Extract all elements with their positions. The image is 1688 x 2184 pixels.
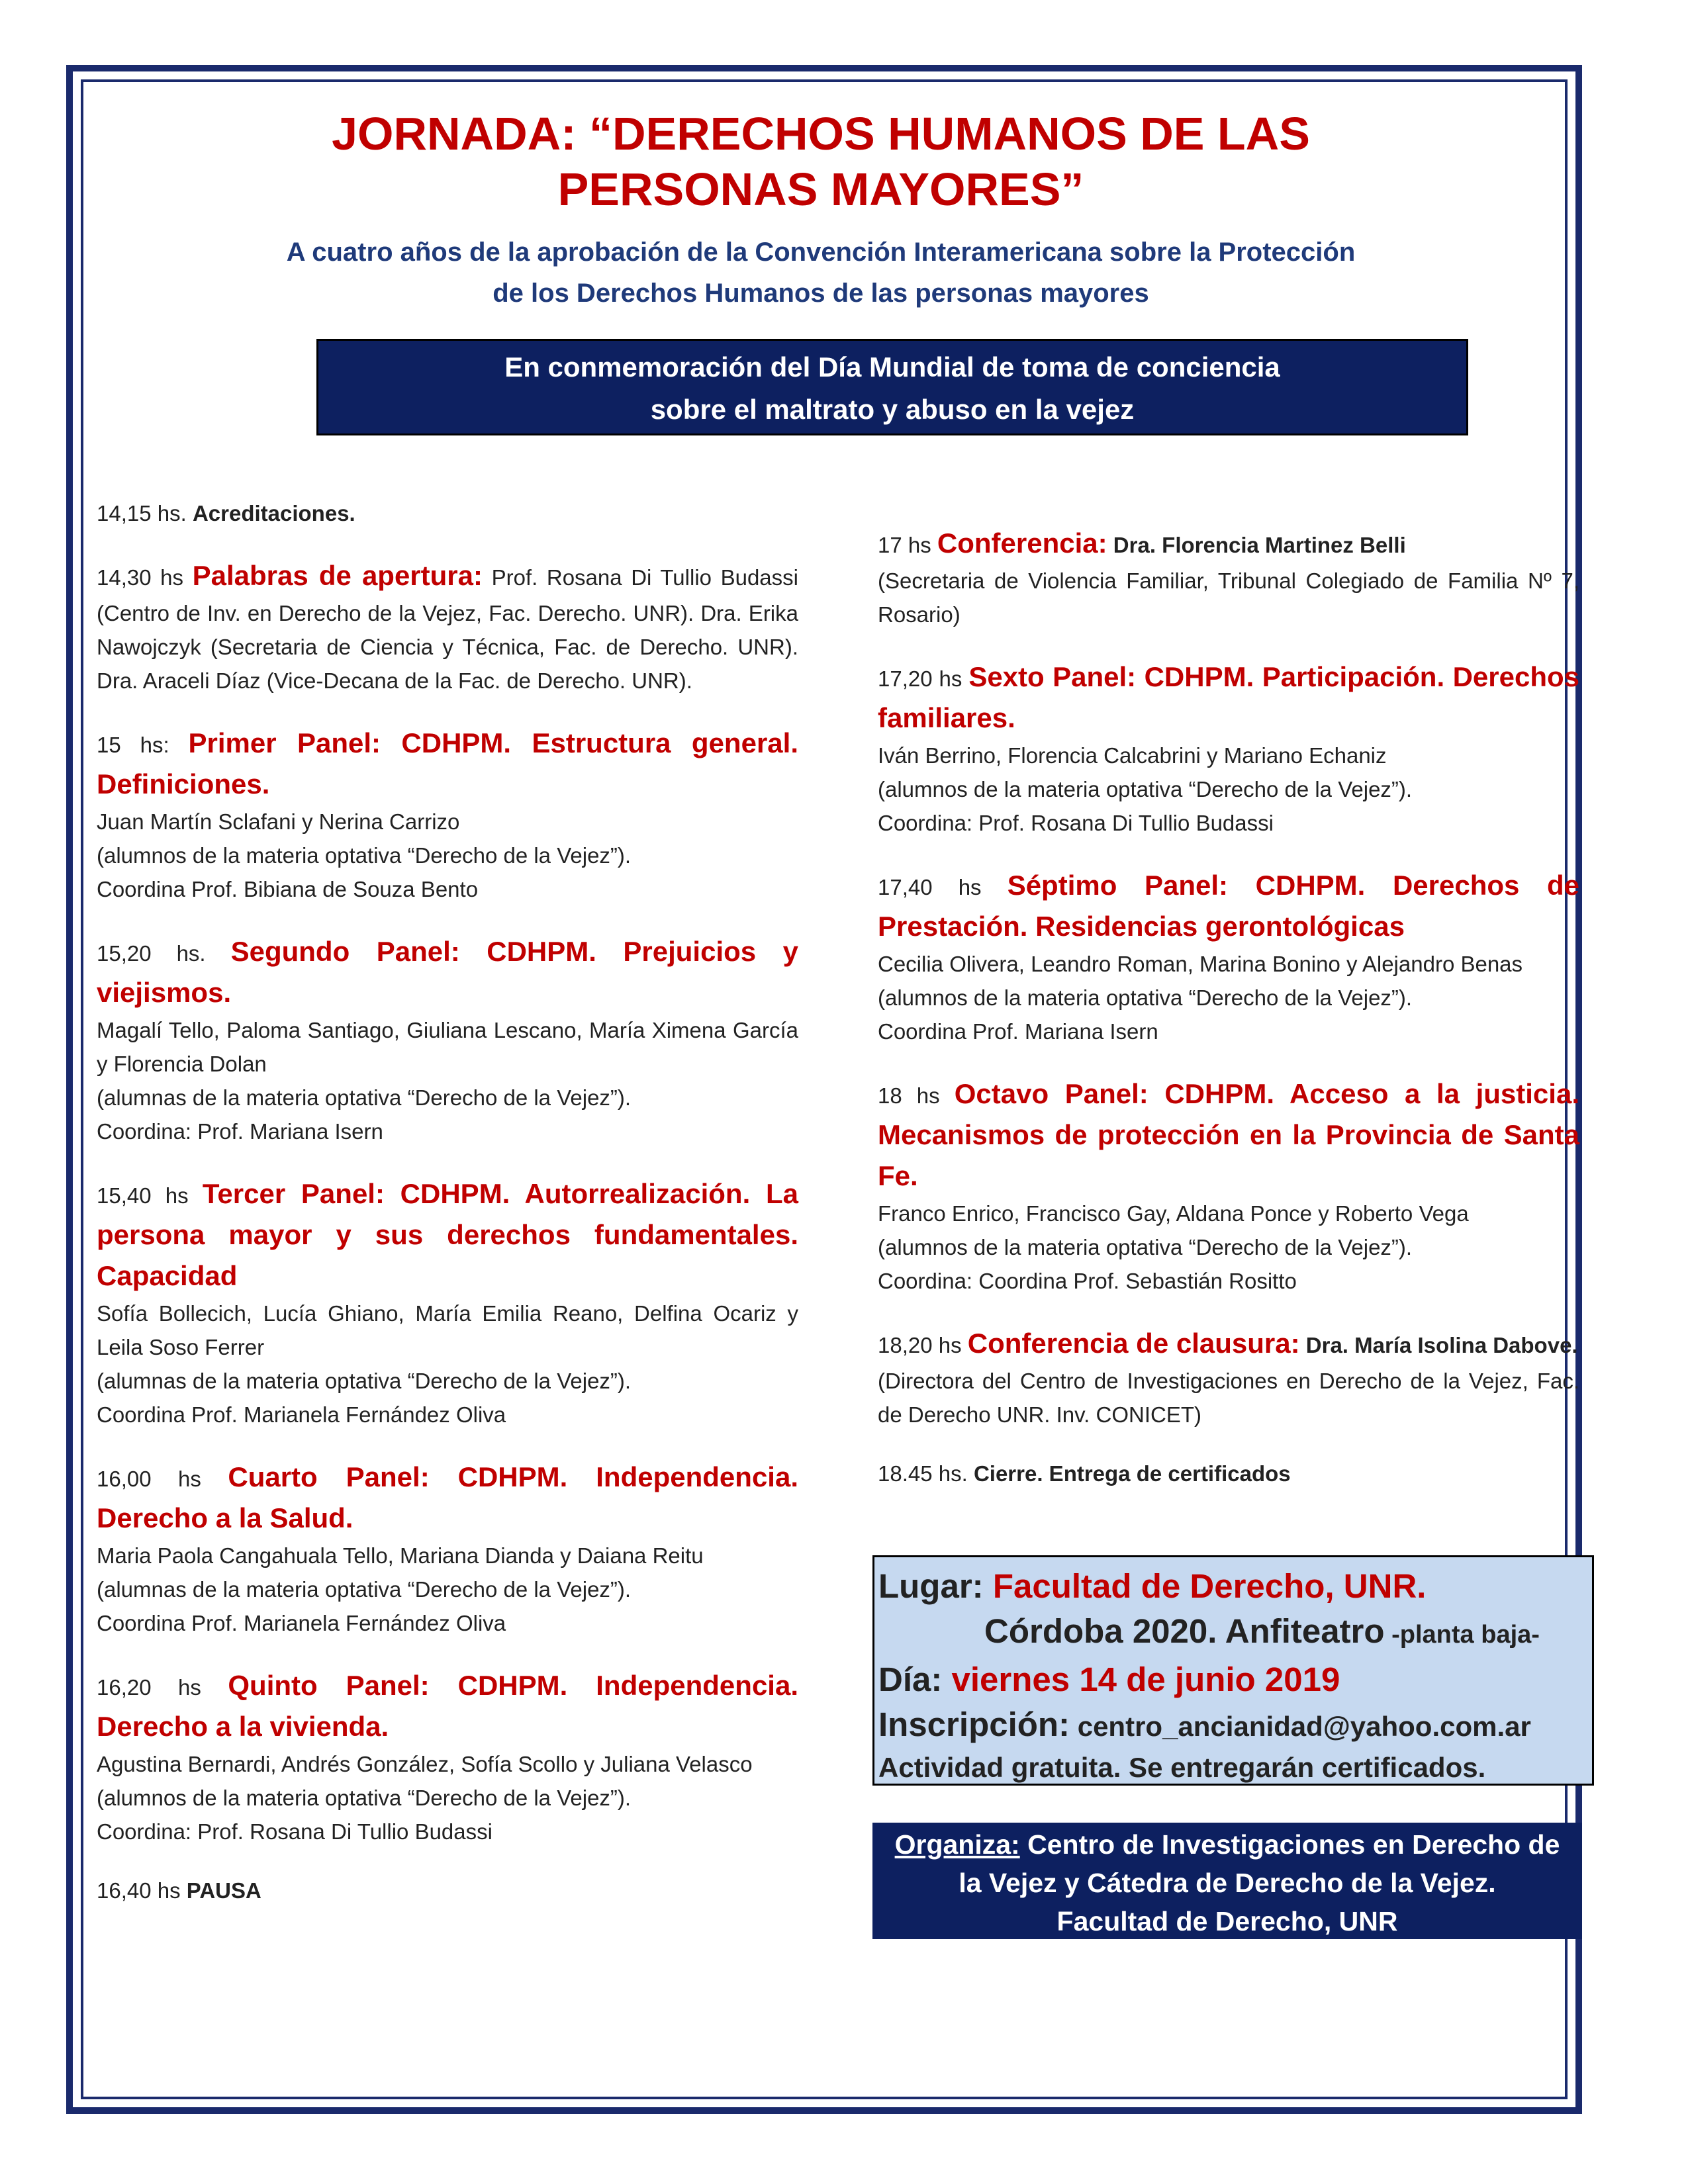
item-people: Sofía Bollecich, Lucía Ghiano, María Emilia Reano, Delfina Ocariz y Leila Soso Ferrer — [97, 1301, 798, 1359]
page-title-line-2: PERSONAS MAYORES” — [557, 163, 1084, 215]
item-heading: Quinto Panel: CDHPM. Independencia. Derecho a la vivienda. — [97, 1670, 798, 1742]
item-text: Dra. Florencia Martinez Belli — [1107, 533, 1406, 557]
program-item-heading — [878, 865, 1579, 947]
item-heading: Conferencia: — [937, 527, 1107, 559]
item-time: 15,20 hs. — [97, 941, 231, 966]
item-heading: Sexto Panel: CDHPM. Participación. Derechos familiares. — [878, 661, 1579, 733]
item-people: (Secretaria de Violencia Familiar, Tribunal Colegiado de Familia Nº 7, Rosario) — [878, 569, 1579, 627]
item-time: 16,00 hs — [97, 1467, 228, 1491]
program-left-column — [97, 496, 798, 1933]
organiza-label: Organiza: — [894, 1829, 1020, 1860]
program-item — [97, 496, 798, 530]
item-time: 14,30 hs — [97, 565, 193, 590]
address: Córdoba 2020. Anfiteatro — [984, 1612, 1385, 1650]
item-people: Maria Paola Cangahuala Tello, Mariana Dianda y Daiana Reitu — [97, 1543, 704, 1568]
item-people: Magalí Tello, Paloma Santiago, Giuliana Lescano, María Ximena García y Florencia Dolan — [97, 1018, 798, 1076]
item-heading: Primer Panel: CDHPM. Estructura general. Definiciones. — [97, 727, 798, 799]
item-time: 16,20 hs — [97, 1675, 228, 1700]
program-item-heading — [97, 496, 798, 530]
program-right-column — [878, 523, 1579, 1516]
address-suffix: -planta baja- — [1384, 1621, 1540, 1649]
commemoration-banner — [316, 339, 1468, 435]
item-time: 15 hs: — [97, 733, 189, 757]
item-time: 14,15 hs. — [97, 501, 193, 525]
item-time: 17,40 hs — [878, 875, 1008, 899]
organizer-line-1 — [872, 1825, 1582, 1864]
item-text: Prof. Rosana Di Tullio Budassi (Centro de Inv. en Derecho de la Vejez, Fac. Derecho. UNR). Dra. Erika Nawojczyk (Secretaria de Ciencia y Técnica, Fac. de Derecho. UNR). Dra. Araceli Díaz (Vice-Decana de la Fac. de Derecho. UNR). — [97, 565, 798, 693]
program-item-heading — [97, 931, 798, 1013]
item-note: (alumnos de la materia optativa “Derecho de la Vejez”). — [97, 843, 632, 868]
subtitle-line-2: de los Derechos Humanos de las personas mayores — [492, 279, 1149, 308]
page-title-line-1: JORNADA: “DERECHOS HUMANOS DE LAS — [332, 108, 1310, 159]
item-note: (alumnas de la materia optativa “Derecho de la Vejez”). — [97, 1577, 632, 1602]
program-item — [97, 1665, 798, 1848]
item-people: Agustina Bernardi, Andrés González, Sofía Scollo y Juliana Velasco — [97, 1752, 753, 1776]
inscripcion-label: Inscripción: — [878, 1706, 1070, 1743]
item-time: 18.45 hs. — [878, 1461, 974, 1486]
dia-label: Día: — [878, 1661, 943, 1698]
item-coordinator: Coordina Prof. Marianela Fernández Oliva — [97, 1402, 506, 1427]
program-item — [97, 1874, 798, 1907]
item-heading: Segundo Panel: CDHPM. Prejuicios y viejismos. — [97, 936, 798, 1008]
item-heading: Séptimo Panel: CDHPM. Derechos de Prestación. Residencias gerontológicas — [878, 870, 1579, 942]
item-people: Juan Martín Sclafani y Nerina Carrizo — [97, 809, 460, 834]
item-heading: Octavo Panel: CDHPM. Acceso a la justicia. Mecanismos de protección en la Provincia de Santa Fe. — [878, 1078, 1579, 1191]
program-item — [97, 723, 798, 906]
item-time: 18,20 hs — [878, 1333, 968, 1357]
program-item-heading — [97, 1457, 798, 1539]
item-note: (alumnos de la materia optativa “Derecho de la Vejez”). — [878, 777, 1413, 801]
program-item-heading — [878, 523, 1579, 564]
program-item — [878, 865, 1579, 1048]
program-item — [97, 931, 798, 1148]
free-activity-note: Actividad gratuita. Se entregarán certificados. — [878, 1752, 1486, 1783]
program-item-heading — [97, 723, 798, 805]
item-people: (Directora del Centro de Investigaciones en Derecho de la Vejez, Fac. de Derecho UNR. Inv. CONICET) — [878, 1369, 1579, 1427]
item-note: (alumnos de la materia optativa “Derecho de la Vejez”). — [878, 985, 1413, 1010]
program-item-heading — [878, 657, 1579, 739]
item-coordinator: Coordina Prof. Marianela Fernández Oliva — [97, 1611, 506, 1635]
item-coordinator: Coordina: Prof. Rosana Di Tullio Budassi — [878, 811, 1274, 835]
organizer-text-1: Centro de Investigaciones en Derecho de — [1019, 1829, 1560, 1860]
item-people: Franco Enrico, Francisco Gay, Aldana Ponce y Roberto Vega — [878, 1201, 1469, 1226]
item-heading: Palabras de apertura: — [192, 560, 483, 591]
item-time: 17,20 hs — [878, 666, 969, 691]
subtitle — [199, 232, 1443, 314]
program-item — [878, 657, 1579, 840]
item-people: Cecilia Olivera, Leandro Roman, Marina Bonino y Alejandro Benas — [878, 952, 1523, 976]
program-item-heading — [878, 1457, 1579, 1490]
lugar-line — [878, 1564, 1585, 1609]
item-note: (alumnos de la materia optativa “Derecho de la Vejez”). — [97, 1786, 632, 1810]
inscripcion-line — [878, 1702, 1585, 1749]
program-item — [97, 1457, 798, 1640]
banner-line-1: En conmemoración del Día Mundial de toma de conciencia — [504, 351, 1280, 383]
item-heading: Tercer Panel: CDHPM. Autorrealización. La persona mayor y sus derechos fundamentales. Capacidad — [97, 1178, 798, 1291]
subtitle-line-1: A cuatro años de la aprobación de la Convención Interamericana sobre la Protección — [286, 238, 1356, 267]
event-info-box — [872, 1555, 1594, 1786]
inscripcion-email: centro_ancianidad@yahoo.com.ar — [1070, 1711, 1531, 1742]
program-item — [878, 1073, 1579, 1298]
item-heading: Cuarto Panel: CDHPM. Independencia. Derecho a la Salud. — [97, 1461, 798, 1533]
item-coordinator: Coordina: Coordina Prof. Sebastián Rositto — [878, 1269, 1297, 1293]
dia-value: viernes 14 de junio 2019 — [942, 1661, 1340, 1698]
program-item — [97, 1173, 798, 1432]
organizer-box — [872, 1823, 1582, 1939]
address-line — [878, 1609, 1585, 1657]
item-time: 16,40 hs — [97, 1878, 187, 1903]
item-coordinator: Coordina: Prof. Mariana Isern — [97, 1119, 383, 1144]
item-time: 15,40 hs — [97, 1183, 203, 1208]
item-text: PAUSA — [186, 1878, 261, 1903]
item-note: (alumnas de la materia optativa “Derecho de la Vejez”). — [97, 1085, 632, 1110]
item-coordinator: Coordina Prof. Bibiana de Souza Bento — [97, 877, 479, 901]
program-item-heading — [878, 1073, 1579, 1197]
item-text: Cierre. Entrega de certificados — [973, 1461, 1291, 1486]
banner-line-2: sobre el maltrato y abuso en la vejez — [650, 394, 1135, 425]
dia-line — [878, 1657, 1585, 1702]
item-time: 18 hs — [878, 1083, 955, 1108]
program-item-heading — [97, 1665, 798, 1747]
lugar-label: Lugar: — [878, 1567, 984, 1605]
program-item — [878, 1323, 1579, 1432]
item-coordinator: Coordina: Prof. Rosana Di Tullio Budassi — [97, 1819, 492, 1844]
organizer-line-3: Facultad de Derecho, UNR — [1056, 1906, 1398, 1936]
program-item-heading — [97, 555, 798, 698]
program-item — [97, 555, 798, 698]
program-item-heading — [97, 1173, 798, 1297]
item-note: (alumnos de la materia optativa “Derecho de la Vejez”). — [878, 1235, 1413, 1259]
item-coordinator: Coordina Prof. Mariana Isern — [878, 1019, 1158, 1044]
item-heading: Conferencia de clausura: — [967, 1328, 1300, 1359]
program-item-heading — [878, 1323, 1579, 1364]
item-people: Iván Berrino, Florencia Calcabrini y Mariano Echaniz — [878, 743, 1387, 768]
lugar-value: Facultad de Derecho, UNR. — [983, 1567, 1427, 1605]
program-item — [878, 523, 1579, 631]
item-note: (alumnas de la materia optativa “Derecho de la Vejez”). — [97, 1369, 632, 1393]
item-time: 17 hs — [878, 533, 937, 557]
item-text: Acreditaciones. — [192, 501, 355, 525]
organizer-line-2: la Vejez y Cátedra de Derecho de la Vejez. — [959, 1868, 1496, 1898]
program-item — [878, 1457, 1579, 1490]
item-text: Dra. María Isolina Dabove. — [1299, 1333, 1578, 1357]
program-item-heading — [97, 1874, 798, 1907]
